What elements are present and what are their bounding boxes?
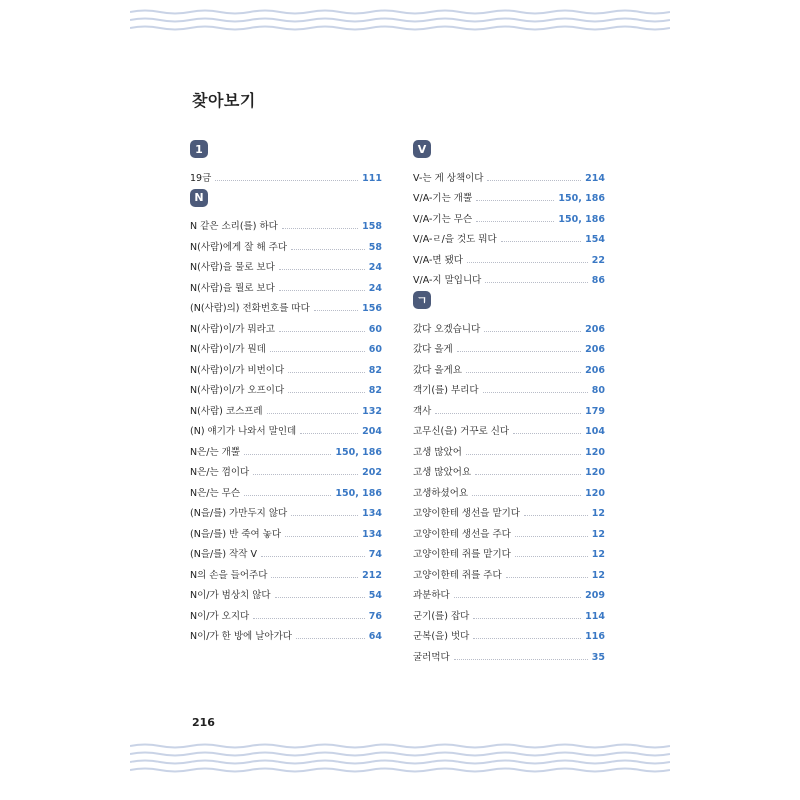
index-entry bbox=[413, 479, 605, 500]
index-entry bbox=[413, 377, 605, 398]
index-entry bbox=[190, 254, 382, 275]
index-entry bbox=[190, 356, 382, 377]
index-entry bbox=[190, 438, 382, 459]
page-reference: 156 bbox=[362, 303, 382, 314]
index-entry bbox=[413, 459, 605, 480]
page-reference: 214 bbox=[585, 172, 605, 184]
dot-leader bbox=[466, 454, 581, 455]
index-term: N(사람)이/가 비번이다 bbox=[190, 364, 285, 376]
index-term: 갔다 오겠습니다 bbox=[413, 323, 481, 335]
page-reference: 104 bbox=[585, 426, 605, 437]
index-entry bbox=[190, 541, 382, 562]
index-term: N이/가 한 방에 날아가다 bbox=[190, 631, 292, 642]
page-reference: 12 bbox=[591, 508, 605, 519]
page-reference: 12 bbox=[591, 528, 605, 540]
index-term: N은/는 개뿔 bbox=[190, 446, 241, 458]
index-entry bbox=[190, 623, 382, 644]
index-entry bbox=[190, 233, 382, 254]
index-term: V/A-기는 무슨 bbox=[413, 213, 473, 225]
page-reference: 111 bbox=[362, 172, 382, 184]
index-entry bbox=[413, 397, 605, 418]
index-entry bbox=[190, 479, 382, 500]
index-entry bbox=[413, 541, 605, 562]
dot-leader bbox=[472, 495, 581, 496]
dot-leader bbox=[506, 577, 588, 578]
dot-leader bbox=[524, 515, 588, 516]
page-reference: 24 bbox=[368, 262, 382, 273]
page-number: 216 bbox=[192, 716, 215, 729]
page-reference: 24 bbox=[368, 282, 382, 294]
index-entry bbox=[413, 520, 605, 541]
page-reference: 35 bbox=[591, 651, 605, 663]
page-reference: 120 bbox=[585, 487, 605, 499]
dot-leader bbox=[288, 392, 365, 393]
index-term: 군기(를) 잡다 bbox=[413, 610, 470, 622]
page-reference: 80 bbox=[591, 385, 605, 396]
page-reference: 150, 186 bbox=[558, 193, 605, 204]
page-reference: 158 bbox=[362, 221, 382, 232]
page-reference: 60 bbox=[368, 323, 382, 335]
page-reference: 120 bbox=[585, 446, 605, 458]
index-term: V/A-ㄹ/을 것도 뭐다 bbox=[413, 234, 497, 245]
page-reference: 76 bbox=[368, 610, 382, 622]
page-reference: 64 bbox=[368, 631, 382, 642]
dot-leader bbox=[279, 290, 365, 291]
index-term: 갔다 올게요 bbox=[413, 364, 462, 376]
index-entry bbox=[413, 438, 605, 459]
index-term: 객기(를) 부리다 bbox=[413, 385, 479, 396]
index-term: 고양이한테 쥐를 주다 bbox=[413, 569, 502, 581]
index-term: N은/는 껌이다 bbox=[190, 467, 250, 478]
index-entry bbox=[413, 623, 605, 644]
page-reference: 206 bbox=[585, 364, 605, 376]
section-heading-badge: N bbox=[190, 189, 208, 207]
dot-leader bbox=[261, 556, 365, 557]
dot-leader bbox=[473, 638, 581, 639]
index-term: N(사람)이/가 뭔데 bbox=[190, 344, 266, 355]
index-term: (N을/를) 반 죽여 놓다 bbox=[190, 528, 282, 540]
index-entry bbox=[190, 336, 382, 357]
dot-leader bbox=[485, 282, 587, 283]
index-entry bbox=[413, 205, 605, 226]
index-entry bbox=[413, 315, 605, 336]
index-entry bbox=[190, 459, 382, 480]
index-entry bbox=[413, 226, 605, 247]
dot-leader bbox=[466, 372, 581, 373]
index-term: 객사 bbox=[413, 405, 432, 417]
dot-leader bbox=[291, 515, 358, 516]
page-reference: 134 bbox=[362, 508, 382, 519]
index-entry bbox=[413, 418, 605, 439]
book-page bbox=[130, 0, 670, 800]
index-entry bbox=[413, 582, 605, 603]
page-reference: 206 bbox=[585, 344, 605, 355]
dot-leader bbox=[457, 351, 581, 352]
index-entry bbox=[413, 336, 605, 357]
dot-leader bbox=[473, 618, 581, 619]
index-term: 고생 많았어 bbox=[413, 446, 462, 458]
left-index-column bbox=[190, 136, 382, 643]
dot-leader bbox=[300, 433, 358, 434]
index-entry bbox=[413, 267, 605, 288]
dot-leader bbox=[475, 474, 581, 475]
dot-leader bbox=[513, 433, 581, 434]
bottom-wave-decoration bbox=[130, 742, 670, 776]
index-entry bbox=[190, 377, 382, 398]
index-entry bbox=[413, 602, 605, 623]
page-reference: 204 bbox=[362, 426, 382, 437]
page-reference: 12 bbox=[591, 549, 605, 560]
dot-leader bbox=[484, 331, 581, 332]
page-reference: 114 bbox=[585, 610, 605, 622]
page-reference: 82 bbox=[368, 385, 382, 396]
index-term: 굴러먹다 bbox=[413, 651, 450, 663]
index-entry bbox=[190, 520, 382, 541]
top-wave-decoration bbox=[130, 8, 670, 34]
dot-leader bbox=[291, 249, 365, 250]
index-entry bbox=[413, 246, 605, 267]
index-term: N은/는 무슨 bbox=[190, 487, 241, 499]
dot-leader bbox=[275, 597, 365, 598]
index-term: N이/가 범상치 않다 bbox=[190, 590, 271, 601]
index-term: 군복(을) 벗다 bbox=[413, 631, 470, 642]
page-reference: 86 bbox=[591, 275, 605, 286]
dot-leader bbox=[467, 262, 588, 263]
dot-leader bbox=[279, 331, 365, 332]
page-reference: 22 bbox=[591, 254, 605, 266]
dot-leader bbox=[314, 310, 358, 311]
dot-leader bbox=[215, 180, 358, 181]
index-entry bbox=[413, 561, 605, 582]
page-reference: 120 bbox=[585, 467, 605, 478]
index-entry bbox=[190, 500, 382, 521]
index-entry bbox=[190, 561, 382, 582]
index-entry bbox=[190, 164, 382, 185]
section-heading-badge: 1 bbox=[190, 140, 208, 158]
index-term: (N을/를) 가만두지 않다 bbox=[190, 508, 288, 519]
page-reference: 82 bbox=[368, 364, 382, 376]
dot-leader bbox=[267, 413, 359, 414]
page-reference: 58 bbox=[368, 241, 382, 253]
page-reference: 179 bbox=[585, 405, 605, 417]
dot-leader bbox=[253, 618, 365, 619]
page-reference: 209 bbox=[585, 590, 605, 601]
index-entry bbox=[413, 500, 605, 521]
index-entry bbox=[190, 295, 382, 316]
page-reference: 54 bbox=[368, 590, 382, 601]
page-reference: 12 bbox=[591, 569, 605, 581]
index-term: (N을/를) 작작 V bbox=[190, 549, 257, 560]
index-term: N(사람)을 물로 보다 bbox=[190, 262, 275, 273]
index-term: 고생하셨어요 bbox=[413, 487, 469, 499]
dot-leader bbox=[244, 495, 331, 496]
index-entry bbox=[413, 643, 605, 664]
dot-leader bbox=[487, 180, 581, 181]
index-term: 고양이한테 생선을 주다 bbox=[413, 528, 511, 540]
index-term: N(사람)에게 잘 해 주다 bbox=[190, 241, 287, 253]
page-reference: 116 bbox=[585, 631, 605, 642]
section-heading-badge: V bbox=[413, 140, 431, 158]
page-reference: 60 bbox=[368, 344, 382, 355]
dot-leader bbox=[271, 577, 358, 578]
section-heading-badge: ㄱ bbox=[413, 291, 431, 309]
index-term: 19금 bbox=[190, 172, 212, 184]
dot-leader bbox=[296, 638, 365, 639]
index-term: N(사람)을 뭘로 보다 bbox=[190, 282, 275, 294]
dot-leader bbox=[253, 474, 358, 475]
index-term: N 같은 소리(를) 하다 bbox=[190, 221, 278, 232]
index-term: V/A-기는 개뿔 bbox=[413, 193, 473, 204]
index-term: 고양이한테 생선을 맡기다 bbox=[413, 508, 520, 519]
index-entry bbox=[190, 213, 382, 234]
dot-leader bbox=[476, 200, 554, 201]
index-term: N(사람)이/가 뭐라고 bbox=[190, 323, 275, 335]
index-entry bbox=[190, 315, 382, 336]
index-entry bbox=[413, 185, 605, 206]
index-term: 과분하다 bbox=[413, 590, 450, 601]
dot-leader bbox=[285, 536, 358, 537]
dot-leader bbox=[282, 228, 358, 229]
index-entry bbox=[190, 582, 382, 603]
page-reference: 74 bbox=[368, 549, 382, 560]
index-term: 고무신(을) 거꾸로 신다 bbox=[413, 426, 510, 437]
page-reference: 150, 186 bbox=[558, 213, 605, 225]
index-term: V/A-지 말입니다 bbox=[413, 275, 482, 286]
index-term: N이/가 오지다 bbox=[190, 610, 250, 622]
index-term: N(사람) 코스프레 bbox=[190, 405, 263, 417]
dot-leader bbox=[270, 351, 365, 352]
page-reference: 150, 186 bbox=[335, 487, 382, 499]
index-term: N의 손을 들어주다 bbox=[190, 569, 268, 581]
page-reference: 154 bbox=[585, 234, 605, 245]
dot-leader bbox=[483, 392, 588, 393]
dot-leader bbox=[244, 454, 331, 455]
index-entry bbox=[413, 356, 605, 377]
page-reference: 202 bbox=[362, 467, 382, 478]
dot-leader bbox=[279, 269, 365, 270]
dot-leader bbox=[454, 659, 588, 660]
index-term: 갔다 올게 bbox=[413, 344, 453, 355]
index-term: 고양이한테 쥐를 맡기다 bbox=[413, 549, 511, 560]
index-title: 찾아보기 bbox=[192, 91, 256, 110]
dot-leader bbox=[501, 241, 581, 242]
page-reference: 212 bbox=[362, 569, 382, 581]
index-entry bbox=[190, 418, 382, 439]
index-entry bbox=[413, 164, 605, 185]
dot-leader bbox=[476, 221, 554, 222]
dot-leader bbox=[454, 597, 581, 598]
index-term: (N) 얘기가 나와서 말인데 bbox=[190, 426, 297, 437]
index-term: V-는 게 상책이다 bbox=[413, 172, 484, 184]
index-term: (N(사람)의) 전화번호를 따다 bbox=[190, 303, 310, 314]
dot-leader bbox=[435, 413, 581, 414]
page-reference: 132 bbox=[362, 405, 382, 417]
index-term: N(사람)이/가 오프이다 bbox=[190, 385, 285, 396]
dot-leader bbox=[288, 372, 365, 373]
dot-leader bbox=[515, 556, 588, 557]
dot-leader bbox=[515, 536, 588, 537]
page-reference: 206 bbox=[585, 323, 605, 335]
index-entry bbox=[190, 274, 382, 295]
index-entry bbox=[190, 397, 382, 418]
right-index-column bbox=[413, 136, 605, 664]
index-entry bbox=[190, 602, 382, 623]
page-reference: 150, 186 bbox=[335, 446, 382, 458]
page-reference: 134 bbox=[362, 528, 382, 540]
index-term: 고생 많았어요 bbox=[413, 467, 472, 478]
index-term: V/A-면 됐다 bbox=[413, 254, 463, 266]
